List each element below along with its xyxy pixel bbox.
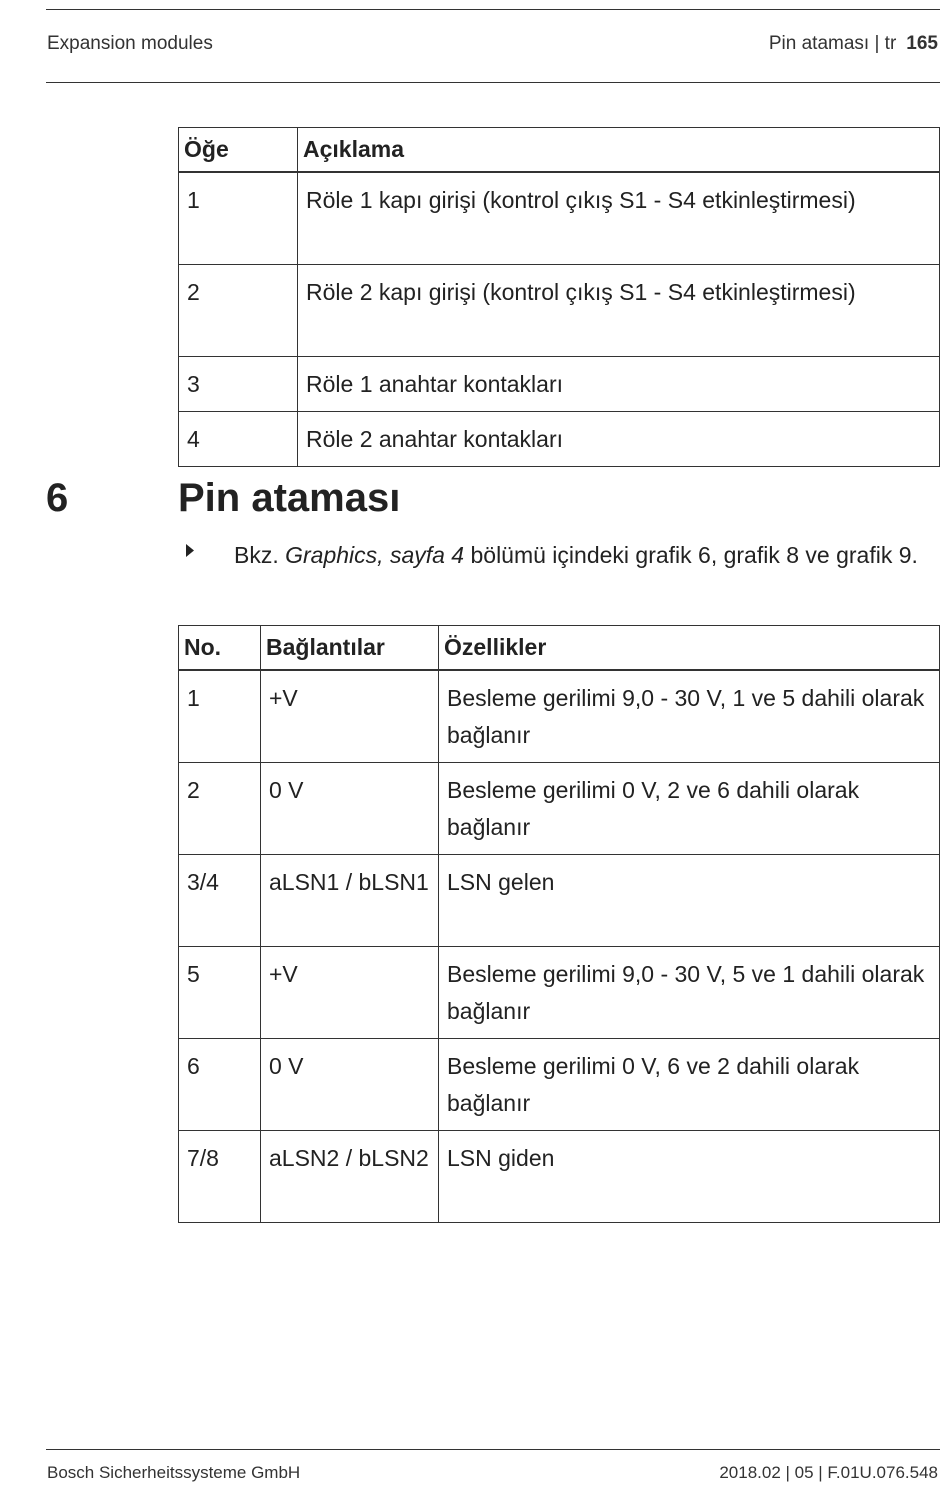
header-section xyxy=(769,33,938,55)
feature-cell: LSN giden xyxy=(439,1131,940,1223)
table-row xyxy=(179,1131,940,1223)
footer-doc-id: 2018.02 | 05 | F.01U.076.548 xyxy=(719,1463,938,1482)
header-chapter: Expansion modules xyxy=(47,33,213,54)
column-header-connections: Bağlantılar xyxy=(261,626,439,671)
table-header-row xyxy=(179,626,940,671)
column-header-description: Açıklama xyxy=(298,128,940,173)
table-row xyxy=(179,670,940,763)
footer-rule xyxy=(46,1449,940,1450)
table-row xyxy=(179,412,940,467)
triangle-right-icon xyxy=(186,544,194,560)
header-rule-bottom xyxy=(46,82,940,83)
feature-cell: Besleme gerilimi 9,0 - 30 V, 1 ve 5 dahili olarak bağlanır xyxy=(439,670,940,763)
footer-company: Bosch Sicherheitssysteme GmbH xyxy=(47,1463,301,1482)
feature-cell: LSN gelen xyxy=(439,855,940,947)
table-row xyxy=(179,855,940,947)
reference-link[interactable]: Graphics, sayfa 4 xyxy=(285,542,465,568)
description-cell: Röle 2 anahtar kontakları xyxy=(298,412,940,467)
header-section-label: Pin ataması | tr xyxy=(768,33,897,54)
header-rule-top xyxy=(46,9,940,10)
table-row xyxy=(179,265,940,357)
pin-number-cell: 3/4 xyxy=(179,855,261,947)
item-number-cell: 3 xyxy=(179,357,298,412)
item-number-cell: 1 xyxy=(179,172,298,265)
table-row xyxy=(179,763,940,855)
connection-cell: aLSN1 / bLSN1 xyxy=(261,855,439,947)
column-header-item: Öğe xyxy=(179,128,298,173)
table-header-row xyxy=(179,128,940,173)
table-row xyxy=(179,947,940,1039)
item-description-table xyxy=(178,127,940,467)
pin-assignment-table xyxy=(178,625,940,1223)
pin-number-cell: 5 xyxy=(179,947,261,1039)
table-row xyxy=(179,1039,940,1131)
feature-cell: Besleme gerilimi 9,0 - 30 V, 5 ve 1 dahili olarak bağlanır xyxy=(439,947,940,1039)
connection-cell: 0 V xyxy=(261,1039,439,1131)
description-cell: Röle 1 kapı girişi (kontrol çıkış S1 - S4 etkinleştirmesi) xyxy=(298,172,940,265)
reference-suffix: bölümü içindeki grafik 6, grafik 8 ve grafik 9. xyxy=(464,542,918,568)
pin-number-cell: 6 xyxy=(179,1039,261,1131)
item-number-cell: 4 xyxy=(179,412,298,467)
feature-cell: Besleme gerilimi 0 V, 2 ve 6 dahili olarak bağlanır xyxy=(439,763,940,855)
pin-number-cell: 1 xyxy=(179,670,261,763)
reference-note xyxy=(234,537,934,574)
column-header-features: Özellikler xyxy=(439,626,940,671)
table-row xyxy=(179,172,940,265)
feature-cell: Besleme gerilimi 0 V, 6 ve 2 dahili olarak bağlanır xyxy=(439,1039,940,1131)
table-row xyxy=(179,357,940,412)
pin-number-cell: 7/8 xyxy=(179,1131,261,1223)
description-cell: Röle 2 kapı girişi (kontrol çıkış S1 - S4 etkinleştirmesi) xyxy=(298,265,940,357)
item-number-cell: 2 xyxy=(179,265,298,357)
section-number: 6 xyxy=(46,476,69,520)
section-title: Pin ataması xyxy=(178,476,401,520)
page-number: 165 xyxy=(906,33,938,54)
pin-number-cell: 2 xyxy=(179,763,261,855)
connection-cell: +V xyxy=(261,947,439,1039)
connection-cell: 0 V xyxy=(261,763,439,855)
description-cell: Röle 1 anahtar kontakları xyxy=(298,357,940,412)
column-header-no: No. xyxy=(179,626,261,671)
connection-cell: aLSN2 / bLSN2 xyxy=(261,1131,439,1223)
reference-prefix: Bkz. xyxy=(234,542,286,568)
connection-cell: +V xyxy=(261,670,439,763)
